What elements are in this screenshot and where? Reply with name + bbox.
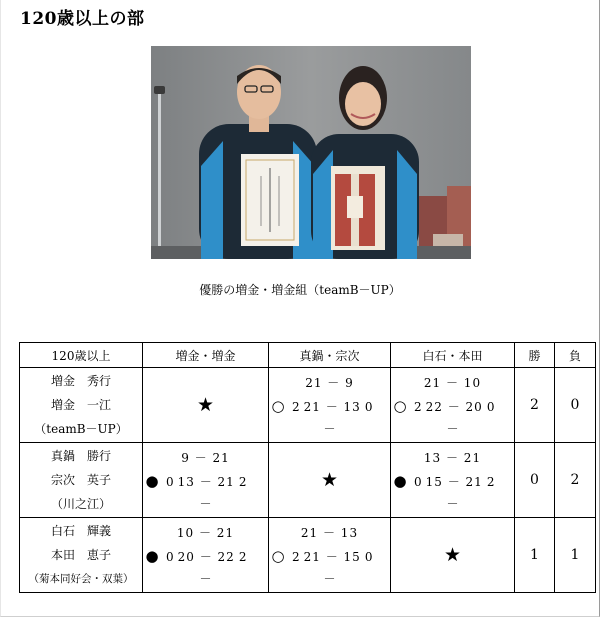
- player-name: 真鍋 勝行: [50, 449, 111, 463]
- header-row: [20, 343, 596, 368]
- games-won: 0: [166, 550, 174, 564]
- set3-score: －: [199, 497, 212, 511]
- photo-caption: 優勝の増金・増金組（teamB－UP）: [199, 283, 401, 297]
- set3-score: －: [323, 422, 336, 436]
- losses-count: 2: [555, 443, 596, 518]
- set1-score: 21 － 13: [300, 526, 359, 540]
- games-lost: 2: [238, 550, 247, 564]
- set1-score: 10 － 21: [176, 526, 235, 540]
- set2-score: 15 － 21: [425, 475, 483, 489]
- wins-count: 0: [515, 443, 555, 518]
- set3-score: －: [323, 572, 336, 586]
- match-score-cell: [269, 518, 391, 593]
- set3-score: －: [446, 497, 459, 511]
- set2-score: 20 － 22: [177, 550, 235, 564]
- set2-score: 13 － 21: [177, 475, 235, 489]
- win-circle-icon: ○: [271, 397, 285, 415]
- games-won: 0: [414, 475, 422, 489]
- team-names-cell: [20, 443, 143, 518]
- set2-score: 21 － 13: [303, 400, 361, 414]
- losses-count: 0: [555, 368, 596, 443]
- match-score-cell: [269, 368, 391, 443]
- team-name: （菊本同好会・双葉）: [28, 573, 134, 585]
- header-team-2: 真鍋・宗次: [269, 343, 391, 368]
- games-lost: 2: [238, 475, 247, 489]
- match-score-cell: [143, 443, 269, 518]
- games-lost: 0: [486, 400, 495, 414]
- loss-circle-icon: ●: [145, 472, 159, 490]
- team-name: （teamB－UP）: [34, 422, 128, 436]
- losses-count: 1: [555, 518, 596, 593]
- table-row: [20, 368, 596, 443]
- wins-count: 2: [515, 368, 555, 443]
- player-name: 白石 輝義: [50, 524, 111, 538]
- games-won: 2: [292, 550, 300, 564]
- set1-score: 13 － 21: [423, 451, 482, 465]
- team-names-cell: [20, 518, 143, 593]
- games-won: 2: [292, 400, 300, 414]
- games-won: 0: [166, 475, 174, 489]
- team-names-cell: [20, 368, 143, 443]
- player-name: 宗次 英子: [50, 473, 111, 487]
- set1-score: 9 － 21: [181, 451, 230, 465]
- loss-circle-icon: ●: [145, 547, 159, 565]
- team-name: （川之江）: [50, 497, 111, 511]
- header-losses: 負: [555, 343, 596, 368]
- games-won: 2: [414, 400, 422, 414]
- self-match-star: ★: [391, 518, 515, 593]
- header-category: 120歳以上: [20, 343, 143, 368]
- player-name: 増金 一江: [50, 398, 111, 412]
- match-score-cell: [391, 368, 515, 443]
- match-score-cell: [143, 518, 269, 593]
- set2-score: 22 － 20: [425, 400, 483, 414]
- winners-photo: [151, 46, 471, 259]
- match-score-cell: [391, 443, 515, 518]
- set1-score: 21 － 9: [305, 376, 354, 390]
- header-wins: 勝: [515, 343, 555, 368]
- games-lost: 0: [364, 400, 373, 414]
- results-table: [19, 342, 596, 593]
- player-name: 増金 秀行: [50, 374, 111, 388]
- win-circle-icon: ○: [271, 547, 285, 565]
- header-team-3: 白石・本田: [391, 343, 515, 368]
- win-circle-icon: ○: [393, 397, 407, 415]
- player-name: 本田 恵子: [50, 548, 111, 562]
- loss-circle-icon: ●: [393, 472, 407, 490]
- games-lost: 2: [486, 475, 495, 489]
- set1-score: 21 － 10: [423, 376, 482, 390]
- games-lost: 0: [364, 550, 373, 564]
- set3-score: －: [446, 422, 459, 436]
- page-title: 120歳以上の部: [20, 9, 145, 29]
- self-match-star: ★: [269, 443, 391, 518]
- set2-score: 21 － 15: [303, 550, 361, 564]
- self-match-star: ★: [143, 368, 269, 443]
- set3-score: －: [199, 572, 212, 586]
- header-team-1: 増金・増金: [143, 343, 269, 368]
- table-row: [20, 518, 596, 593]
- wins-count: 1: [515, 518, 555, 593]
- table-row: [20, 443, 596, 518]
